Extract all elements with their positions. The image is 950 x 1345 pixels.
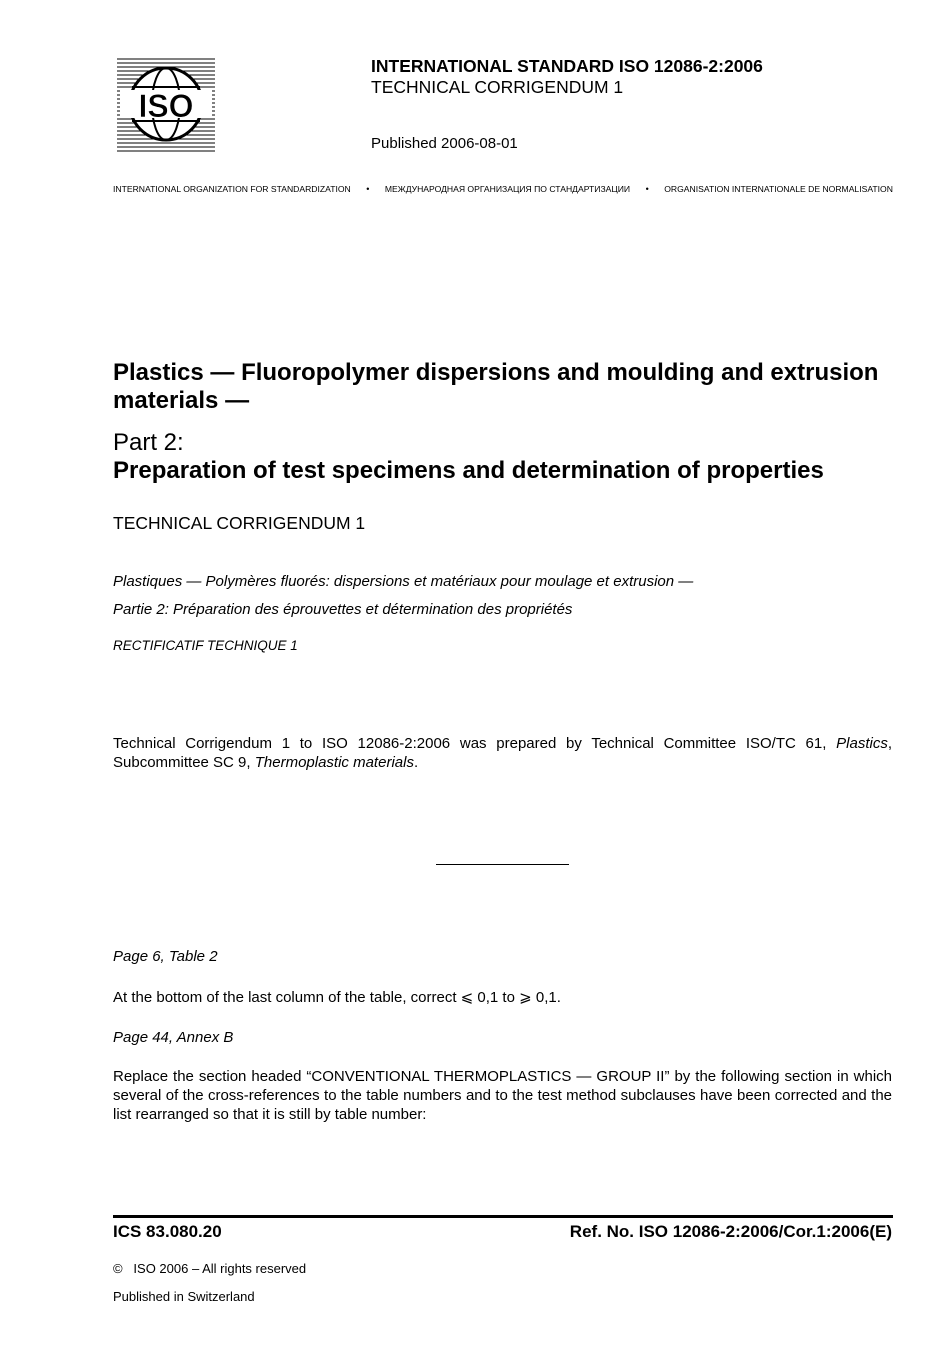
correction-location: Page 44, Annex B	[113, 1029, 234, 1046]
copyright-notice: © ISO 2006 – All rights reserved	[113, 1261, 307, 1276]
committee-name: Plastics	[836, 735, 888, 752]
french-corrigendum-label: RECTIFICATIF TECHNIQUE 1	[113, 638, 298, 653]
reference-number: Ref. No. ISO 12086-2:2006/Cor.1:2006(E)	[569, 1222, 892, 1241]
intro-paragraph	[113, 734, 892, 772]
published-date: Published 2006-08-01	[371, 135, 518, 152]
bullet-separator: •	[366, 184, 370, 194]
document-title: Plastics — Fluoropolymer dispersions and moulding and extrusion materials —	[113, 359, 879, 414]
correction-text: At the bottom of the last column of the table, correct ⩽ 0,1 to ⩾ 0,1.	[113, 989, 561, 1006]
part-title: Preparation of test specimens and determination of properties	[113, 457, 824, 484]
corrigendum-label: TECHNICAL CORRIGENDUM 1	[113, 513, 366, 533]
org-name-russian: МЕЖДУНАРОДНАЯ ОРГАНИЗАЦИЯ ПО СТАНДАРТИЗАЦИИ	[384, 184, 631, 194]
part-label: Part 2:	[113, 429, 184, 456]
published-in: Published in Switzerland	[113, 1289, 255, 1304]
intro-text: , Subcommittee SC 9,	[113, 735, 892, 771]
french-title: Plastiques — Polymères fluorés: dispersions et matériaux pour moulage et extrusion —	[113, 573, 694, 590]
correction-location: Page 6, Table 2	[113, 948, 218, 965]
corrigendum-number: TECHNICAL CORRIGENDUM 1	[371, 77, 624, 97]
intro-text: Technical Corrigendum 1 to ISO 12086-2:2006 was prepared by Technical Committee ISO/TC 61,	[113, 735, 837, 752]
organization-names	[113, 184, 893, 194]
iso-logo	[117, 57, 215, 152]
org-name-french: ORGANISATION INTERNATIONALE DE NORMALISATION	[664, 184, 893, 194]
french-part-title: Partie 2: Préparation des éprouvettes et détermination des propriétés	[113, 601, 573, 618]
intro-text: .	[413, 754, 419, 771]
ics-code: ICS 83.080.20	[113, 1222, 222, 1241]
separator-line	[436, 864, 569, 865]
correction-text: Replace the section headed “CONVENTIONAL THERMOPLASTICS — GROUP II” by the following section in which several of the cross-references to the table numbers and to the test method subclauses have been corrected and the list rearranged so that it is still by table number:	[113, 1068, 892, 1123]
footer-rule	[113, 1215, 893, 1218]
subcommittee-name: Thermoplastic materials	[254, 754, 414, 771]
standard-title: INTERNATIONAL STANDARD ISO 12086-2:2006	[371, 56, 763, 76]
org-name-english: INTERNATIONAL ORGANIZATION FOR STANDARDIZATION	[113, 184, 351, 194]
iso-logo-text: ISO	[138, 88, 194, 124]
bullet-separator: •	[645, 184, 649, 194]
